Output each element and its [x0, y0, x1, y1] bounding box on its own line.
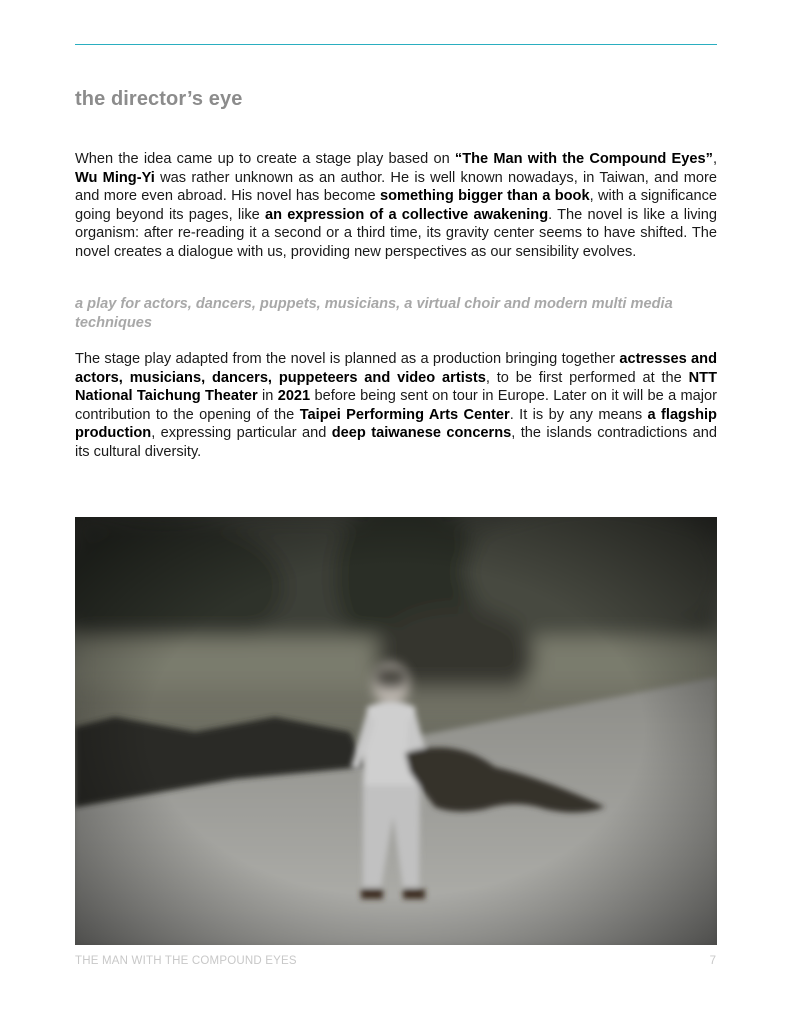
body-text-run: . The novel is like a living organism: after re-reading it a second or a third time, its gravity center seems to have shifted. The novel creates a dialogue with us, providing new perspectives as our sensibility evolves.	[75, 206, 718, 260]
body-text-run: When the idea came up to create a stage play based on	[75, 151, 455, 167]
emphasis-text: an expression of a collective awakening	[264, 206, 549, 223]
emphasis-text: a flagship production	[75, 406, 717, 442]
body-text-run: . It is by any means	[509, 406, 648, 423]
emphasis-text: Wu Ming-Yi	[75, 169, 155, 186]
section-title: the director’s eye	[75, 88, 243, 110]
body-text-run: , with a significance going beyond its pages, like	[75, 188, 718, 223]
body-text-run: , the islands contradictions and its cultural diversity.	[75, 425, 717, 460]
emphasis-text: something bigger than a book	[379, 188, 590, 205]
subheading: a play for actors, dancers, puppets, musicians, a virtual choir and modern multi media techniques	[75, 296, 673, 331]
emphasis-text: NTT National Taichung Theater	[75, 369, 717, 405]
body-text-run: before being sent on tour in Europe. Later on it will be a major contribution to the opening of the	[75, 388, 717, 423]
page-number: 7	[709, 955, 716, 967]
intro-paragraph	[75, 150, 717, 262]
body-text-run: , to be first performed at the	[485, 369, 689, 386]
body-text-run: The stage play adapted from the novel is planned as a production bringing together	[75, 351, 620, 367]
body-text-run: was rather unknown as an author. He is well known nowadays, in Taiwan, and more and more even abroad. His novel has become	[75, 169, 717, 205]
body-text-run: , expressing particular and	[151, 425, 332, 442]
footer-document-title: THE MAN WITH THE COMPOUND EYES	[75, 955, 297, 967]
body-text-run: ,	[712, 151, 717, 167]
body-text-run: in	[257, 388, 278, 405]
header-rule	[75, 44, 717, 45]
production-paragraph	[75, 350, 717, 462]
emphasis-text: “The Man with the Compound Eyes”	[454, 151, 713, 167]
emphasis-text: actresses and actors, musicians, dancers, puppeteers and video artists	[75, 351, 717, 386]
photo-illustration	[75, 517, 717, 945]
emphasis-text: Taipei Performing Arts Center	[299, 406, 510, 423]
photo-child-with-blanket	[75, 517, 717, 945]
emphasis-text: deep taiwanese concerns	[331, 425, 512, 442]
emphasis-text: 2021	[277, 388, 311, 405]
